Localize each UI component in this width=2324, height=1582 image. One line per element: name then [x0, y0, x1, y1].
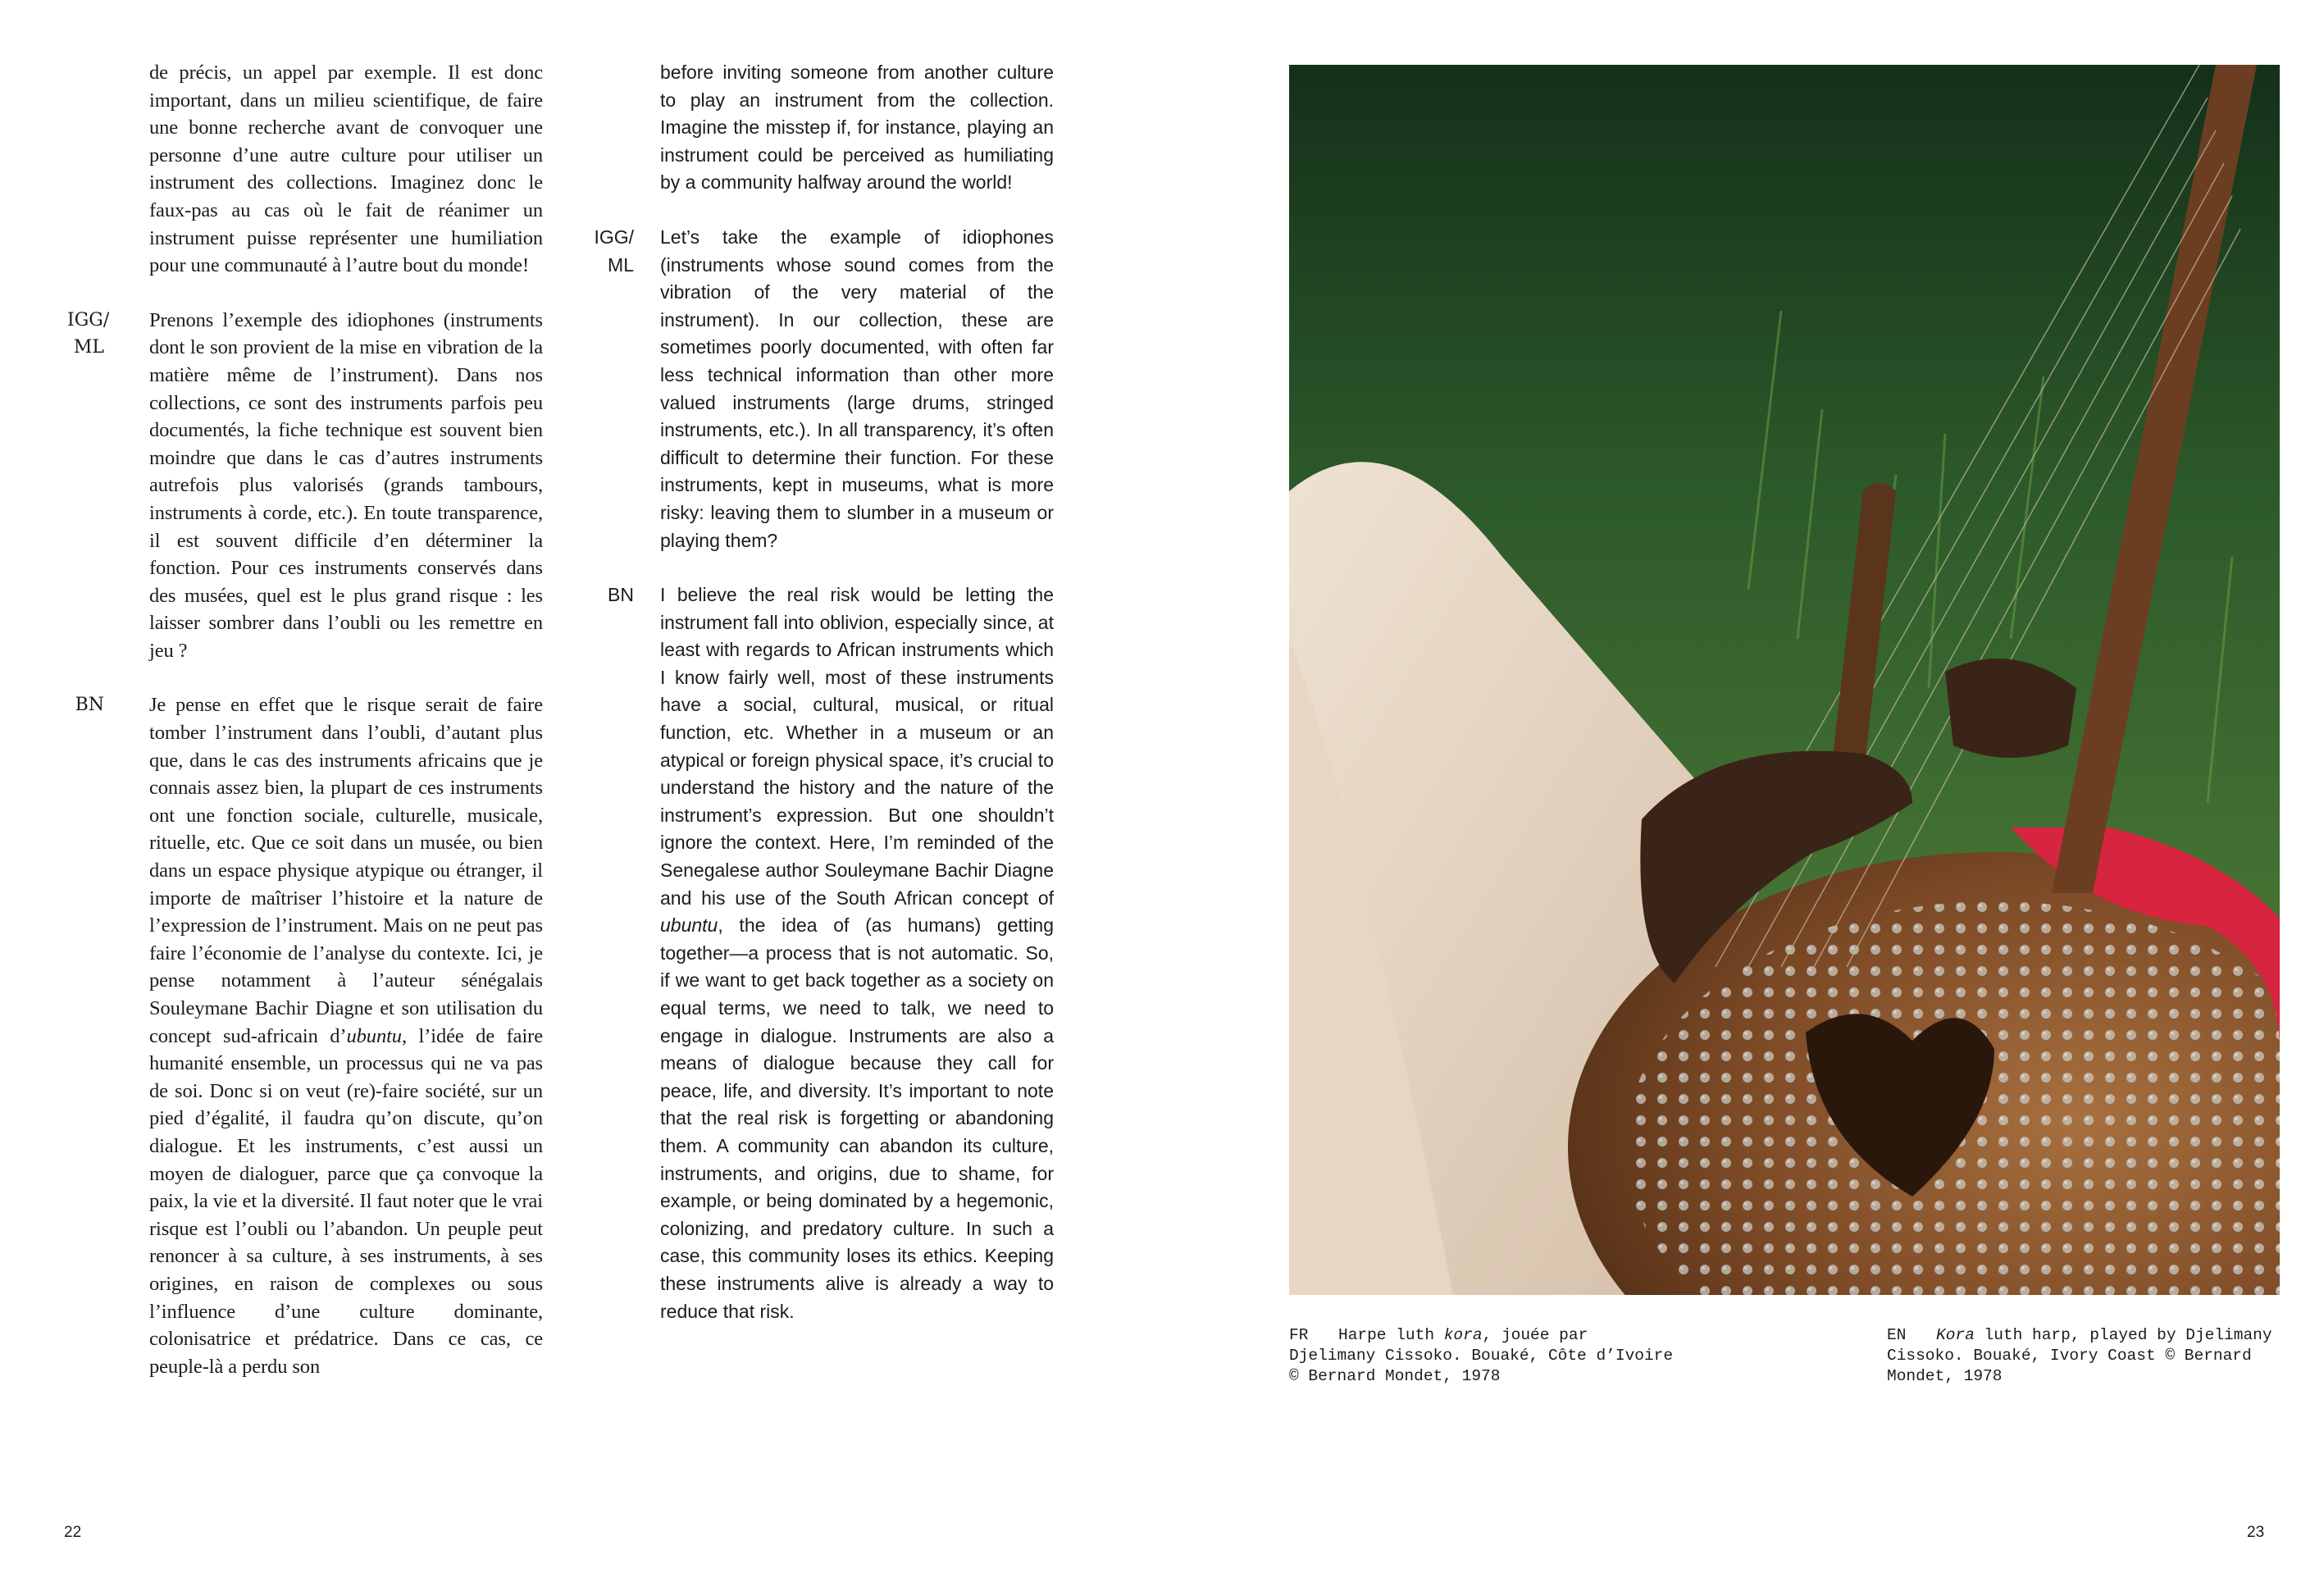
fr-emphasis: ubuntu: [346, 1024, 402, 1047]
kora-photo-icon: [1289, 65, 2280, 1295]
caption-emphasis: Kora: [1936, 1326, 1975, 1344]
en-paragraph: before inviting someone from another culture to play an instrument from the collection. Imagine the misstep if, for instance, playing an instrument could be perceived as humiliating by a community halfway around the world!: [660, 62, 1054, 194]
english-column: [594, 59, 1054, 1352]
fr-block-1: [149, 59, 543, 280]
en-block-1: [660, 59, 1054, 197]
speaker-label: IGG/ ML: [594, 226, 634, 276]
en-text-part: I believe the real risk would be letting the instrument fall into oblivion, especially since, at least with regards to African instruments which I know fairly well, most of these instruments have a social, cultural, musical, or ritual function, etc. Whether in a museum or an atypical or foreign physical space, it’s crucial to understand the history and the nature of the instrument’s expression. But one shouldn’t ignore the context. Here, I’m reminded of the Senegalese author Souleymane Bachir Diagne and his use of the South African concept of: [660, 584, 1054, 909]
en-paragraph: Let’s take the example of idiophones (instruments whose sound comes from the vibration of the very material of the instrument). In our collection, these are sometimes poorly documented, with often far less technical information than other more valued instruments (large drums, stringed instruments, etc.). In all transparency, it’s often difficult to determine their function. For these instruments, kept in museums, what is more risky: leaving them to slumber in a museum or playing them?: [660, 226, 1054, 551]
fr-paragraph: [149, 691, 543, 1380]
caption-lang-en: EN: [1887, 1326, 1907, 1344]
fr-paragraph: Prenons l’exemple des idiophones (instruments dont le son provient de la mise en vibration de la matière même de l’instrument). Dans nos collections, ce sont des instruments parfois peu documentés, la fiche technique est souvent bien moindre que dans le cas d’autres instruments autrefois plus valorisés (grands tambours, instruments à corde, etc.). En toute transparence, il est souvent difficile d’en déterminer la fonction. Pour ces instruments conservés dans des musées, quel est le plus grand risque : les laisser sombrer dans l’oubli ou les remettre en jeu ?: [149, 308, 543, 662]
fr-text-part: , l’idée de faire humanité ensemble, un processus qui ne va pas de soi. Donc si on veut (re)-faire société, sur un pied d’égalité, il faudra qu’on discute, qu’on dialogue. Et les instruments, c’est aussi un moyen de dialoguer, parce que ça convoque la paix, la vie et la diversité. Il faut noter que le vrai risque est l’oubli ou l’abandon. Un peuple peut renoncer à sa culture, à ses instruments, à ses origines, en raison de complexes ou sous l’influence d’une culture dominante, colonisatrice et prédatrice. Dans ce cas, ce peuple-là a perdu son: [149, 1024, 543, 1378]
en-block-3: [608, 581, 1054, 1325]
en-block-2: [594, 224, 1054, 554]
speaker-label: BN: [75, 695, 104, 716]
en-text-part: , the idea of (as humans) getting together—a process that is not automatic. So, if we want to get back together as a society on equal terms, we need to talk, we need to engage in dialogue. Instruments are also a means of dialogue because they call for peace, life, and diversity. It’s important to note that the real risk is forgetting or abandoning them. A community can abandon its culture, instruments, and origins, due to shame, for example, or being dominated by a hegemonic, colonizing, and predatory culture. In such a case, this community loses its ethics. Keeping these instruments alive is already a way to reduce that risk.: [660, 914, 1054, 1322]
speaker-label: BN: [608, 584, 634, 606]
page-number-right: 23: [2247, 1524, 2265, 1541]
caption-text: Harpe luth: [1338, 1326, 1444, 1344]
en-paragraph: [660, 581, 1054, 1325]
right-page: [1162, 0, 2324, 1582]
caption-text: luth harp, played by Djelimany Cissoko. Bouaké, Ivory Coast © Bernard Mondet, 1978: [1887, 1326, 2272, 1385]
fr-block-2: [67, 307, 543, 665]
fr-block-3: [75, 691, 543, 1380]
page-number-left: 22: [64, 1524, 82, 1541]
en-emphasis: ubuntu: [660, 914, 718, 937]
speaker-label: IGG/ ML: [67, 309, 110, 358]
caption-english: [1887, 1325, 2297, 1387]
caption-french: [1289, 1325, 1675, 1387]
caption-lang-fr: FR: [1289, 1326, 1309, 1344]
caption-emphasis: kora: [1443, 1326, 1483, 1344]
kora-photo: [1289, 65, 2280, 1295]
caption-text: , jouée par Djelimany Cissoko. Bouaké, Côte d’Ivoire © Bernard Mondet, 1978: [1289, 1326, 1674, 1385]
french-column: [67, 59, 543, 1407]
fr-paragraph: de précis, un appel par exemple. Il est donc important, dans un milieu scientifique, de faire une bonne recherche avant de convoquer une personne d’une autre culture pour utiliser un instrument des collections. Imaginez donc le faux-pas au cas où le fait de réanimer un instrument puisse représenter une humiliation pour une communauté à l’autre bout du monde!: [149, 62, 543, 277]
fr-text-part: Je pense en effet que le risque serait de faire tomber l’instrument dans l’oubli, d’autant plus que, dans le cas des instruments africains que je connais assez bien, la plupart de ces instruments ont une fonction sociale, culturelle, musicale, rituelle, etc. Que ce soit dans un musée, ou bien dans un espace physique atypique ou étranger, il importe de maîtriser l’histoire et la nature de l’expression de l’instrument. Mais on ne peut pas faire l’économie de l’analyse du contexte. Ici, je pense notamment à l’auteur sénégalais Souleymane Bachir Diagne et son utilisation du concept sud-africain d’: [149, 694, 543, 1047]
